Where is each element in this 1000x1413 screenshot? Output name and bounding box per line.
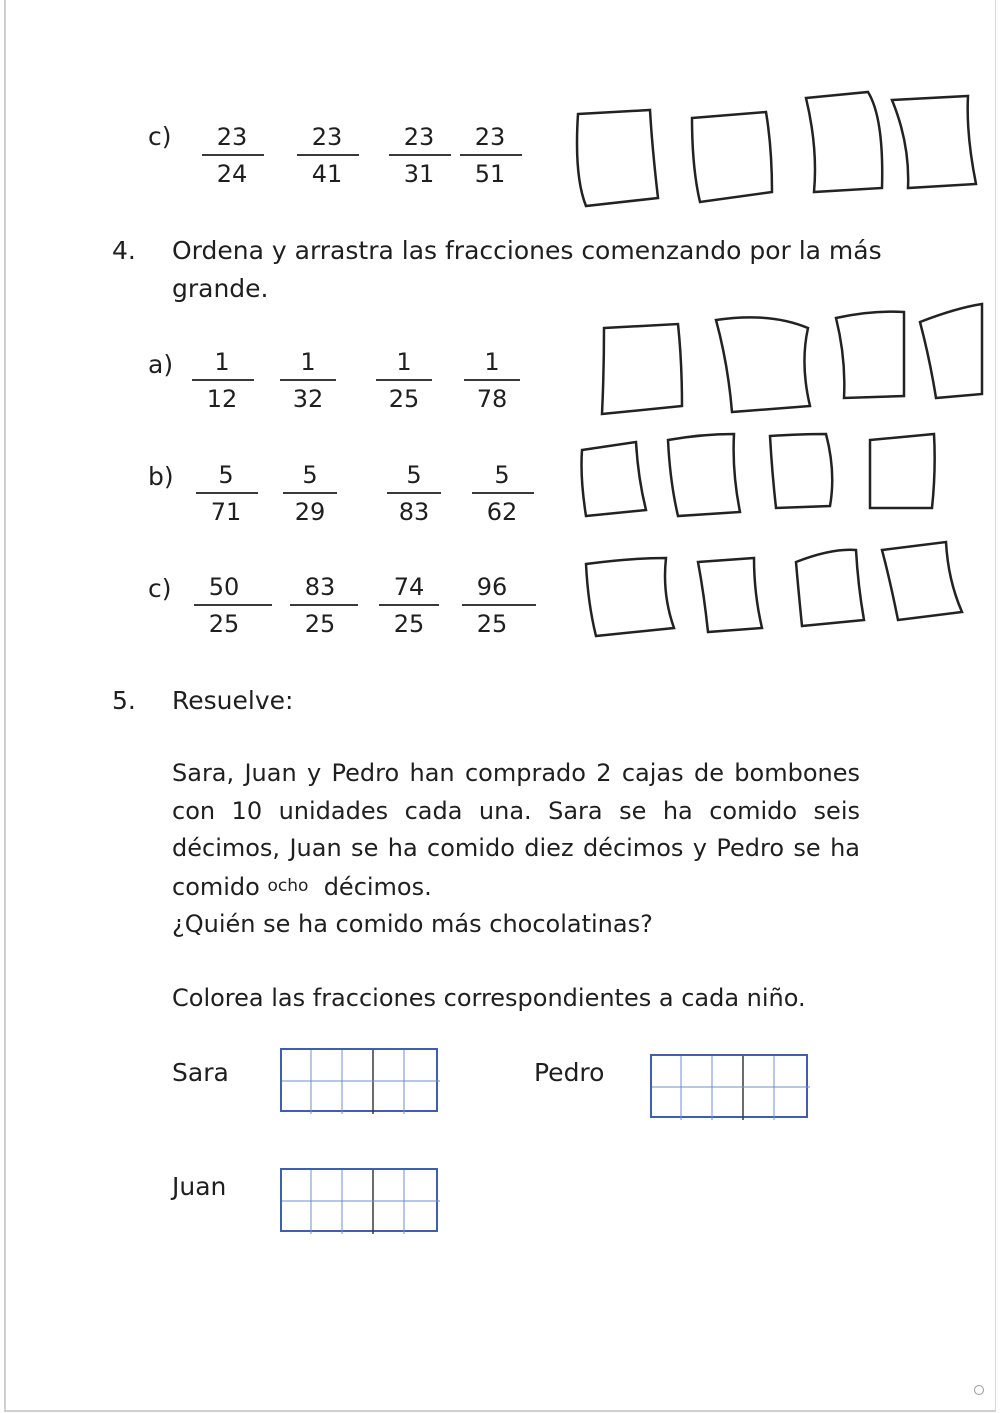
- s4-a-drop-box-2[interactable]: [710, 314, 820, 424]
- s3-c-fraction-2[interactable]: [297, 120, 357, 192]
- s5-number: 5.: [112, 686, 136, 715]
- s4-c-fraction-2[interactable]: [290, 570, 350, 642]
- denominator: 32: [292, 385, 324, 413]
- s4-instruction-line1: Ordena y arrastra las fracciones comenzando por la más: [172, 236, 882, 265]
- problem-line-4: [172, 868, 860, 907]
- grid-lines: [652, 1056, 810, 1120]
- denominator: 25: [388, 385, 420, 413]
- name-sara: Sara: [172, 1058, 229, 1087]
- s4-a-fraction-1[interactable]: [192, 345, 252, 417]
- s3-c-fraction-1[interactable]: [202, 120, 262, 192]
- numerator: 5: [218, 461, 234, 489]
- problem-line-2: con 10 unidades cada una. Sara se ha comido seis: [172, 796, 860, 825]
- s4-instruction-line2: grande.: [172, 274, 269, 303]
- s4-c-drop-box-3[interactable]: [792, 546, 872, 636]
- s4-b-label: b): [148, 462, 174, 491]
- numerator: 83: [304, 573, 336, 601]
- denominator: 25: [393, 610, 425, 638]
- denominator: 24: [216, 160, 248, 188]
- s4-b-drop-box-1[interactable]: [576, 438, 656, 526]
- problem-line-4-end: décimos.: [323, 872, 432, 901]
- s3-c-drop-box-4[interactable]: [888, 94, 984, 198]
- s4-b-fraction-4[interactable]: [472, 458, 532, 530]
- name-juan: Juan: [172, 1172, 227, 1201]
- numerator: 74: [393, 573, 425, 601]
- denominator: 78: [476, 385, 508, 413]
- numerator: 5: [494, 461, 510, 489]
- s4-c-fraction-1[interactable]: [194, 570, 254, 642]
- page-border: [4, 0, 996, 1412]
- denominator: 29: [294, 498, 326, 526]
- pedro-grid[interactable]: [650, 1054, 808, 1118]
- question-line: ¿Quién se ha comido más chocolatinas?: [172, 910, 653, 938]
- s3-c-drop-box-2[interactable]: [688, 108, 778, 212]
- numerator: 23: [474, 123, 506, 151]
- s5-heading: Resuelve:: [172, 686, 294, 715]
- problem-line-4-start: comido: [172, 872, 260, 901]
- s4-a-drop-box-3[interactable]: [832, 308, 912, 412]
- s4-b-drop-box-3[interactable]: [766, 432, 842, 522]
- sara-grid[interactable]: [280, 1048, 438, 1112]
- numerator: 23: [311, 123, 343, 151]
- denominator: 25: [208, 610, 240, 638]
- s4-c-fraction-4[interactable]: [462, 570, 522, 642]
- s5-color-instruction: Colorea las fracciones correspondientes a cada niño.: [172, 984, 806, 1012]
- s4-c-fraction-3[interactable]: [379, 570, 439, 642]
- denominator: 71: [210, 498, 242, 526]
- s4-a-fraction-4[interactable]: [462, 345, 522, 417]
- s4-b-drop-box-2[interactable]: [662, 432, 748, 528]
- s3-c-fraction-4[interactable]: [460, 120, 520, 192]
- numerator: 1: [214, 348, 230, 376]
- s4-b-fraction-3[interactable]: [384, 458, 444, 530]
- numerator: 23: [403, 123, 435, 151]
- juan-grid[interactable]: [280, 1168, 438, 1232]
- denominator: 51: [474, 160, 506, 188]
- s4-c-drop-box-1[interactable]: [580, 554, 680, 648]
- numerator: 5: [302, 461, 318, 489]
- s4-number: 4.: [112, 236, 136, 265]
- s4-a-label: a): [148, 350, 174, 379]
- problem-line-1: Sara, Juan y Pedro han comprado 2 cajas de bombones: [172, 759, 860, 787]
- numerator: 96: [476, 573, 508, 601]
- denominator: 12: [206, 385, 238, 413]
- s3-c-drop-box-3[interactable]: [800, 88, 890, 202]
- numerator: 1: [484, 348, 500, 376]
- s4-a-fraction-3[interactable]: [374, 345, 434, 417]
- s3-c-fraction-3[interactable]: [389, 120, 449, 192]
- denominator: 25: [304, 610, 336, 638]
- denominator: 25: [476, 610, 508, 638]
- name-pedro: Pedro: [534, 1058, 605, 1087]
- denominator: 62: [486, 498, 518, 526]
- numerator: 1: [300, 348, 316, 376]
- s4-a-drop-box-1[interactable]: [598, 322, 688, 426]
- denominator: 83: [398, 498, 430, 526]
- s3-c-label: c): [148, 122, 172, 151]
- numerator: 1: [396, 348, 412, 376]
- s4-a-drop-box-4[interactable]: [916, 300, 992, 408]
- denominator: 31: [403, 160, 435, 188]
- corner-dot-icon: [974, 1385, 984, 1395]
- s4-b-fraction-1[interactable]: [196, 458, 256, 530]
- s4-a-fraction-2[interactable]: [278, 345, 338, 417]
- numerator: 50: [208, 573, 240, 601]
- s4-c-drop-box-2[interactable]: [694, 554, 774, 642]
- s4-c-drop-box-4[interactable]: [878, 540, 968, 634]
- s4-b-fraction-2[interactable]: [280, 458, 340, 530]
- numerator: 5: [406, 461, 422, 489]
- problem-line-3: décimos, Juan se ha comido diez décimos y Pedro se ha: [172, 834, 860, 862]
- numerator: 23: [216, 123, 248, 151]
- s3-c-drop-box-1[interactable]: [572, 106, 662, 216]
- s5-problem: [172, 755, 860, 944]
- denominator: 41: [311, 160, 343, 188]
- grid-lines: [282, 1170, 440, 1234]
- grid-lines: [282, 1050, 440, 1114]
- answer-fill-ocho[interactable]: ocho: [267, 875, 309, 896]
- s4-c-label: c): [148, 574, 172, 603]
- s4-b-drop-box-4[interactable]: [864, 430, 948, 520]
